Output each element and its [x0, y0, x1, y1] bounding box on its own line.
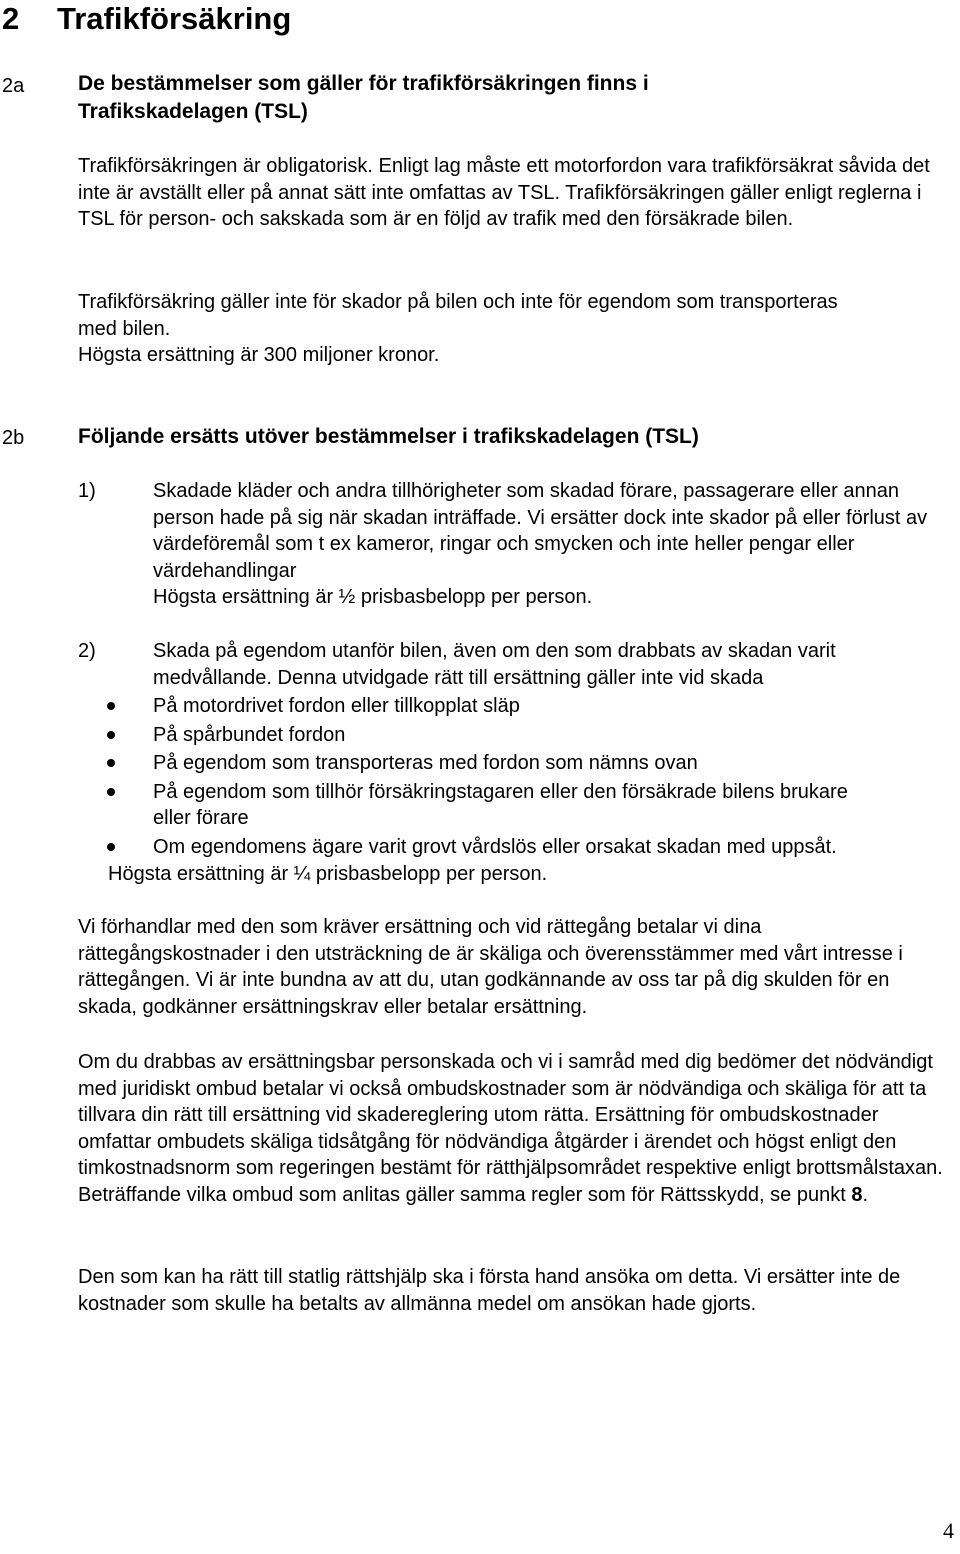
- bullet-icon: [107, 843, 115, 851]
- section-2a-title-line2: Trafikskadelagen (TSL): [78, 100, 308, 123]
- list-item-1-max: Högsta ersättning är ½ prisbasbelopp per person.: [153, 586, 593, 608]
- list-item: [105, 722, 955, 749]
- page-heading: [2, 0, 291, 38]
- bullet-icon: [107, 702, 115, 710]
- list-item: [105, 834, 955, 861]
- bullet-icon: [107, 731, 115, 739]
- negotiation-paragraph: Vi förhandlar med den som kräver ersättning och vid rättegång betalar vi dina rättegångskostnader i den utsträckning de är skäliga och överensstämmer med vårt intresse i rättegången. Vi är inte bundna av att du, utan godkännande av oss tar på dig skulden för en skada, godkänner ersättningskrav eller betalar ersättning.: [78, 916, 903, 1018]
- section-2a-paragraph-2: [78, 289, 838, 369]
- section-2a-paragraph-1: Trafikförsäkringen är obligatorisk. Enligt lag måste ett motorfordon vara trafikförsäkrat såvida det inte är avställt eller på annat sätt inte omfattas av TSL. Trafikförsäkringen gäller enligt reglerna i TSL för person- och sakskada som är en följd av trafik med den försäkrade bilen.: [78, 155, 930, 230]
- legal-counsel-paragraph: [78, 1049, 956, 1208]
- bullet-icon: [107, 759, 115, 767]
- bullet-icon: [107, 788, 115, 796]
- section-2a-title-line1: De bestämmelser som gäller för trafikförsäkringen finns i: [78, 72, 649, 95]
- exclusion-bullet-list: [105, 693, 955, 862]
- bullet-text: Om egendomens ägare varit grovt vårdslös eller orsakat skadan med uppsåt.: [153, 835, 837, 858]
- list-item: [105, 779, 873, 832]
- list-item-2: [78, 638, 958, 691]
- section-2a-title: [78, 70, 958, 126]
- list-item-2-number: 2): [78, 640, 96, 662]
- section-2a-max-compensation: Högsta ersättning är 300 miljoner kronor.: [78, 344, 440, 366]
- list-item-2-max: Högsta ersättning är ¼ prisbasbelopp per person.: [108, 863, 548, 885]
- section-2b-title: Följande ersätts utöver bestämmelser i trafikskadelagen (TSL): [78, 425, 699, 448]
- legal-counsel-reference: 8: [851, 1183, 863, 1206]
- list-item: [105, 750, 955, 777]
- section-2a-exclusion-text: Trafikförsäkring gäller inte för skador på bilen och inte för egendom som transporteras med bilen.: [78, 291, 838, 340]
- legal-counsel-text: Om du drabbas av ersättningsbar personskada och vi i samråd med dig bedömer det nödvändigt med juridiskt ombud betalar vi också ombudskostnader som är nödvändiga och skäliga för att ta tillvara din rätt till ersättning vid skadereglering utom rätta. Ersättning för ombudskostnader omfattar ombudets skäliga tidsåtgång för nödvändiga åtgärder i ärendet och högst enligt den timkostnadsnorm som regeringen bestämt för rätthjälpsområdet respektive enligt brottsmålstaxan. Beträffande vilka ombud som anlitas gäller samma regler som för Rättsskydd, se punkt: [78, 1051, 943, 1206]
- bullet-text: På egendom som transporteras med fordon som nämns ovan: [153, 752, 698, 774]
- list-item-1-text: Skadade kläder och andra tillhörigheter som skadad förare, passagerare eller annan person hade på sig när skadan inträffade. Vi ersätter dock inte skador på eller förlust av värdeföremål som t ex kameror, ringar och smycken och inte heller pengar eller värdehandlingar: [153, 480, 928, 582]
- bullet-text: På egendom som tillhör försäkringstagaren eller den försäkrade bilens brukare eller förare: [153, 780, 848, 829]
- section-2b-number: 2b: [2, 427, 25, 449]
- list-item-1: [78, 478, 958, 611]
- section-2a-number: 2a: [2, 75, 25, 97]
- legal-counsel-end: .: [862, 1183, 868, 1206]
- heading-title: Trafikförsäkring: [57, 1, 292, 36]
- bullet-text: På spårbundet fordon: [153, 723, 346, 746]
- bullet-text: På motordrivet fordon eller tillkopplat släp: [153, 695, 520, 717]
- list-item: [105, 693, 955, 720]
- list-item-2-text: Skada på egendom utanför bilen, även om den som drabbats av skadan varit medvållande. Denna utvidgade rätt till ersättning gäller inte vid skada: [153, 640, 836, 689]
- list-item-1-number: 1): [78, 480, 96, 502]
- page-number: 4: [943, 1518, 954, 1543]
- heading-number: 2: [2, 1, 20, 36]
- legal-aid-paragraph: Den som kan ha rätt till statlig rättshjälp ska i första hand ansöka om detta. Vi ersätter inte de kostnader som skulle ha betalts av allmänna medel om ansökan hade gjorts.: [78, 1266, 901, 1315]
